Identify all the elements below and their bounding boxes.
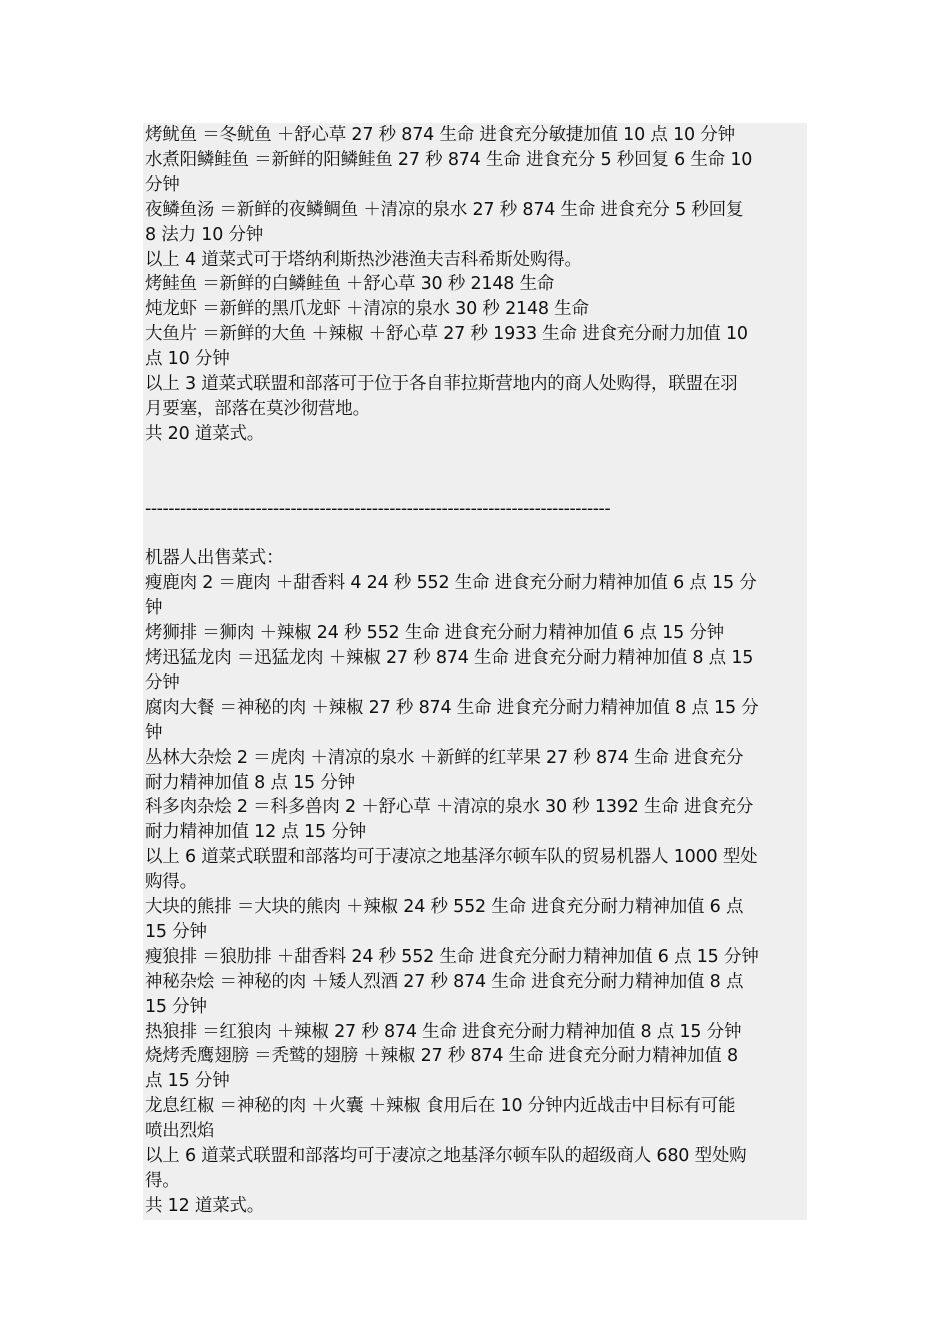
text-line: 大鱼片 ＝新鲜的大鱼 ＋辣椒 ＋舒心草 27 秒 1933 生命 进食充分耐力加值 10 — [145, 324, 748, 345]
section-robot-recipes — [145, 571, 807, 1219]
text-line: 15 分钟 — [145, 921, 207, 942]
text-line: 以上 4 道菜式可于塔纳利斯热沙港渔夫吉科希斯处购得。 — [145, 249, 582, 270]
text-line: 钟 — [145, 722, 163, 743]
text-line: 丛林大杂烩 2 ＝虎肉 ＋清凉的泉水 ＋新鲜的红苹果 27 秒 874 生命 进食充分 — [145, 747, 744, 768]
text-line: 购得。 — [145, 872, 197, 893]
text-line: 得。 — [145, 1171, 180, 1192]
text-line: 喷出烈焰 — [145, 1121, 215, 1142]
text-line: 烤狮排 ＝狮肉 ＋辣椒 24 秒 552 生命 进食充分耐力精神加值 6 点 15 分钟 — [145, 623, 724, 644]
text-line: 炖龙虾 ＝新鲜的黑爪龙虾 ＋清凉的泉水 30 秒 2148 生命 — [145, 299, 589, 320]
text-line: 共 20 道菜式。 — [145, 423, 265, 444]
text-line: 龙息红椒 ＝神秘的肉 ＋火囊 ＋辣椒 食用后在 10 分钟内近战击中目标有可能 — [145, 1096, 736, 1117]
text-line: 瘦鹿肉 2 ＝鹿肉 ＋甜香料 4 24 秒 552 生命 进食充分耐力精神加值 6 点 15 分 — [145, 573, 757, 594]
document-text-block — [143, 123, 807, 1220]
text-line: 点 15 分钟 — [145, 1071, 230, 1092]
text-line: 耐力精神加值 8 点 15 分钟 — [145, 772, 355, 793]
text-line: 烤鲑鱼 ＝新鲜的白鳞鲑鱼 ＋舒心草 30 秒 2148 生命 — [145, 274, 555, 295]
blank-line — [145, 447, 807, 472]
text-line: 耐力精神加值 12 点 15 分钟 — [145, 822, 366, 843]
text-line: 烤迅猛龙肉 ＝迅猛龙肉 ＋辣椒 27 秒 874 生命 进食充分耐力精神加值 8 点 15 — [145, 647, 754, 668]
text-line: 夜鳞鱼汤 ＝新鲜的夜鳞鲷鱼 ＋清凉的泉水 27 秒 874 生命 进食充分 5 秒回复 — [145, 199, 744, 220]
text-line: 共 12 道菜式。 — [145, 1195, 265, 1216]
text-line: 以上 3 道菜式联盟和部落可于位于各自菲拉斯营地内的商人处购得，联盟在羽 — [145, 374, 738, 395]
text-line: 以上 6 道菜式联盟和部落均可于凄凉之地基泽尔顿车队的贸易机器人 1000 型处 — [145, 847, 758, 868]
text-line: 以上 6 道菜式联盟和部落均可于凄凉之地基泽尔顿车队的超级商人 680 型处购 — [145, 1146, 747, 1167]
section-heading: 机器人出售菜式： — [145, 548, 284, 569]
text-line: 分钟 — [145, 174, 180, 195]
text-line: 烤鱿鱼 ＝冬鱿鱼 ＋舒心草 27 秒 874 生命 进食充分敏捷加值 10 点 10 分钟 — [145, 125, 735, 145]
text-line: 分钟 — [145, 672, 180, 693]
text-line: 科多肉杂烩 2 ＝科多兽肉 2 ＋舒心草 ＋清凉的泉水 30 秒 1392 生命 进食充分 — [145, 797, 754, 818]
section-vendor-recipes — [145, 123, 807, 447]
text-line: 瘦狼排 ＝狼肋排 ＋甜香料 24 秒 552 生命 进食充分耐力精神加值 6 点 15 分钟 — [145, 946, 759, 967]
text-line: 热狼排 ＝红狼肉 ＋辣椒 27 秒 874 生命 进食充分耐力精神加值 8 点 15 分钟 — [145, 1021, 742, 1042]
text-line: 月要塞，部落在莫沙彻营地。 — [145, 398, 370, 419]
text-line: 大块的熊排 ＝大块的熊肉 ＋辣椒 24 秒 552 生命 进食充分耐力精神加值 6 点 — [145, 897, 744, 918]
text-line: 腐肉大餐 ＝神秘的肉 ＋辣椒 27 秒 874 生命 进食充分耐力精神加值 8 点 15 分 — [145, 697, 759, 718]
text-line: 点 10 分钟 — [145, 349, 230, 370]
blank-line — [145, 472, 807, 497]
text-line: 神秘杂烩 ＝神秘的肉 ＋矮人烈酒 27 秒 874 生命 进食充分耐力精神加值 8 点 — [145, 971, 744, 992]
section-divider: -------------------------------------------------------------------------------- — [145, 498, 611, 519]
blank-line — [145, 521, 807, 546]
text-line: 15 分钟 — [145, 996, 207, 1017]
text-line: 8 法力 10 分钟 — [145, 224, 264, 245]
text-line: 烧烤秃鹰翅膀 ＝秃鹫的翅膀 ＋辣椒 27 秒 874 生命 进食充分耐力精神加值 8 — [145, 1046, 738, 1067]
text-line: 钟 — [145, 598, 163, 619]
text-line: 水煮阳鳞鲑鱼 ＝新鲜的阳鳞鲑鱼 27 秒 874 生命 进食充分 5 秒回复 6 生命 10 — [145, 149, 753, 170]
